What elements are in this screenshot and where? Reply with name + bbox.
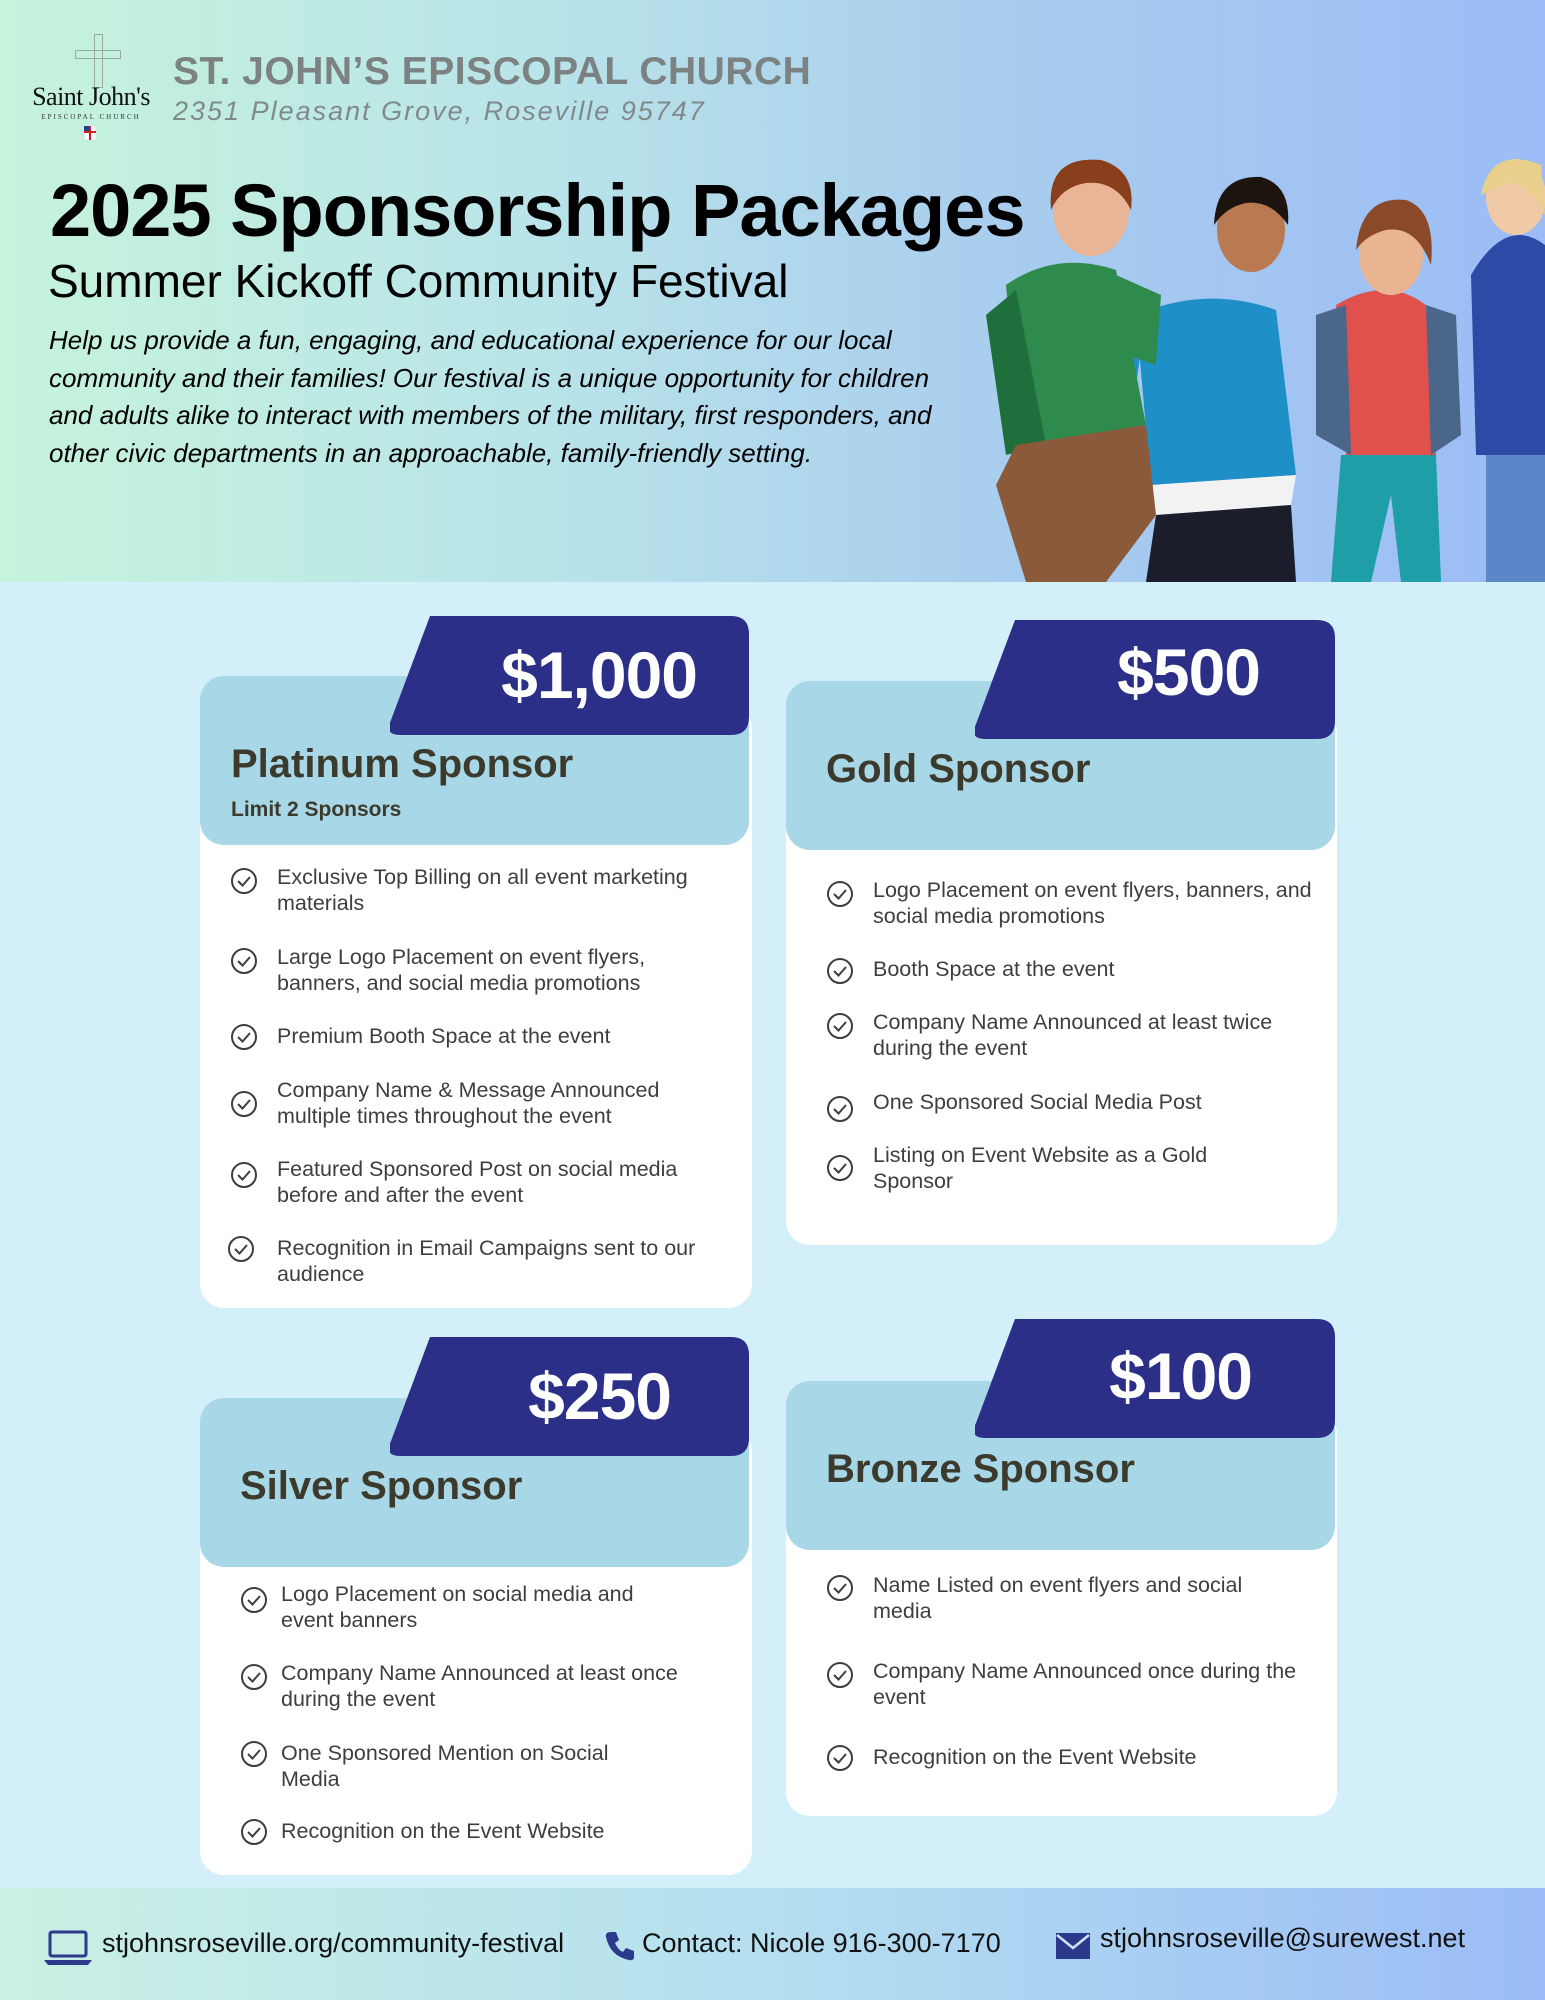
- page-subtitle: Summer Kickoff Community Festival: [48, 255, 789, 307]
- check-circle-icon: [240, 1586, 268, 1614]
- cross-icon: [75, 34, 119, 86]
- benefit-text: Recognition on the Event Website: [873, 1745, 1197, 1769]
- header-banner: [0, 0, 1545, 582]
- benefit-text: Large Logo Placement on event flyers, banners, and social media promotions: [277, 945, 646, 995]
- episcopal-flag-icon: [84, 126, 96, 140]
- laptop-icon: [44, 1930, 92, 1966]
- benefit-text: Recognition in Email Campaigns sent to our audience: [277, 1236, 696, 1286]
- benefit-text: Exclusive Top Billing on all event marketing materials: [277, 865, 688, 915]
- church-name: ST. JOHN’S EPISCOPAL CHURCH: [173, 50, 812, 93]
- check-circle-icon: [826, 1154, 854, 1182]
- church-address: 2351 Pleasant Grove, Roseville 95747: [173, 96, 706, 126]
- benefit-text: Booth Space at the event: [873, 957, 1115, 981]
- email-link[interactable]: stjohnsroseville@surewest.net: [1100, 1923, 1466, 1953]
- platinum-limit: Limit 2 Sponsors: [231, 798, 402, 821]
- bronze-price: $100: [1109, 1339, 1252, 1413]
- benefit-text: Company Name Announced once during the event: [873, 1659, 1297, 1709]
- check-circle-icon: [230, 947, 258, 975]
- check-circle-icon: [227, 1235, 255, 1263]
- check-circle-icon: [826, 957, 854, 985]
- children-photo: [986, 155, 1545, 582]
- platinum-price-tab: [390, 616, 749, 735]
- silver-title: Silver Sponsor: [240, 1464, 523, 1508]
- platinum-price: $1,000: [501, 638, 697, 712]
- silver-price-tab: [390, 1337, 749, 1456]
- benefit-text: Listing on Event Website as a Gold Sponsor: [873, 1143, 1208, 1193]
- envelope-icon: [1055, 1932, 1091, 1960]
- benefit-text: Company Name Announced at least once during the event: [281, 1661, 678, 1711]
- check-circle-icon: [240, 1818, 268, 1846]
- gold-title: Gold Sponsor: [826, 747, 1091, 791]
- check-circle-icon: [230, 1090, 258, 1118]
- check-circle-icon: [230, 1161, 258, 1189]
- silver-price: $250: [528, 1359, 671, 1433]
- benefit-text: One Sponsored Social Media Post: [873, 1090, 1202, 1114]
- check-circle-icon: [826, 1661, 854, 1689]
- benefit-text: Featured Sponsored Post on social media before and after the event: [277, 1157, 678, 1207]
- website-link[interactable]: stjohnsroseville.org/community-festival: [102, 1928, 565, 1958]
- church-logo: [26, 30, 156, 148]
- phone-icon: [604, 1930, 636, 1962]
- page-title: 2025 Sponsorship Packages: [50, 169, 1025, 252]
- check-circle-icon: [240, 1663, 268, 1691]
- benefit-text: Recognition on the Event Website: [281, 1819, 605, 1843]
- benefit-text: Logo Placement on event flyers, banners, and social media promotions: [873, 878, 1312, 928]
- gold-price-tab: [975, 620, 1335, 739]
- bronze-price-tab: [975, 1319, 1335, 1438]
- benefit-text: Company Name Announced at least twice during the event: [873, 1010, 1273, 1060]
- check-circle-icon: [826, 1744, 854, 1772]
- benefit-text: Logo Placement on social media and event banners: [281, 1582, 634, 1632]
- check-circle-icon: [826, 1574, 854, 1602]
- platinum-title: Platinum Sponsor: [231, 742, 574, 786]
- check-circle-icon: [826, 880, 854, 908]
- benefit-text: One Sponsored Mention on Social Media: [281, 1741, 609, 1791]
- logo-name: Saint John's: [32, 82, 150, 111]
- check-circle-icon: [230, 1023, 258, 1051]
- gold-price: $500: [1117, 635, 1260, 709]
- contact-phone[interactable]: Contact: Nicole 916-300-7170: [642, 1928, 1001, 1958]
- check-circle-icon: [230, 867, 258, 895]
- check-circle-icon: [826, 1095, 854, 1123]
- intro-paragraph: Help us provide a fun, engaging, and educational experience for our local community and their families! Our festival is a unique opportunity for children and adults alike to interact with members of the military, first responders, and other civic departments in an approachable, family-friendly setting.: [49, 325, 932, 468]
- footer: [0, 1888, 1545, 2000]
- check-circle-icon: [826, 1012, 854, 1040]
- benefit-text: Company Name & Message Announced multiple times throughout the event: [277, 1078, 660, 1128]
- logo-subtitle: EPISCOPAL CHURCH: [41, 113, 141, 121]
- check-circle-icon: [240, 1740, 268, 1768]
- benefit-text: Name Listed on event flyers and social media: [873, 1573, 1243, 1623]
- benefit-text: Premium Booth Space at the event: [277, 1024, 611, 1048]
- bronze-title: Bronze Sponsor: [826, 1447, 1135, 1491]
